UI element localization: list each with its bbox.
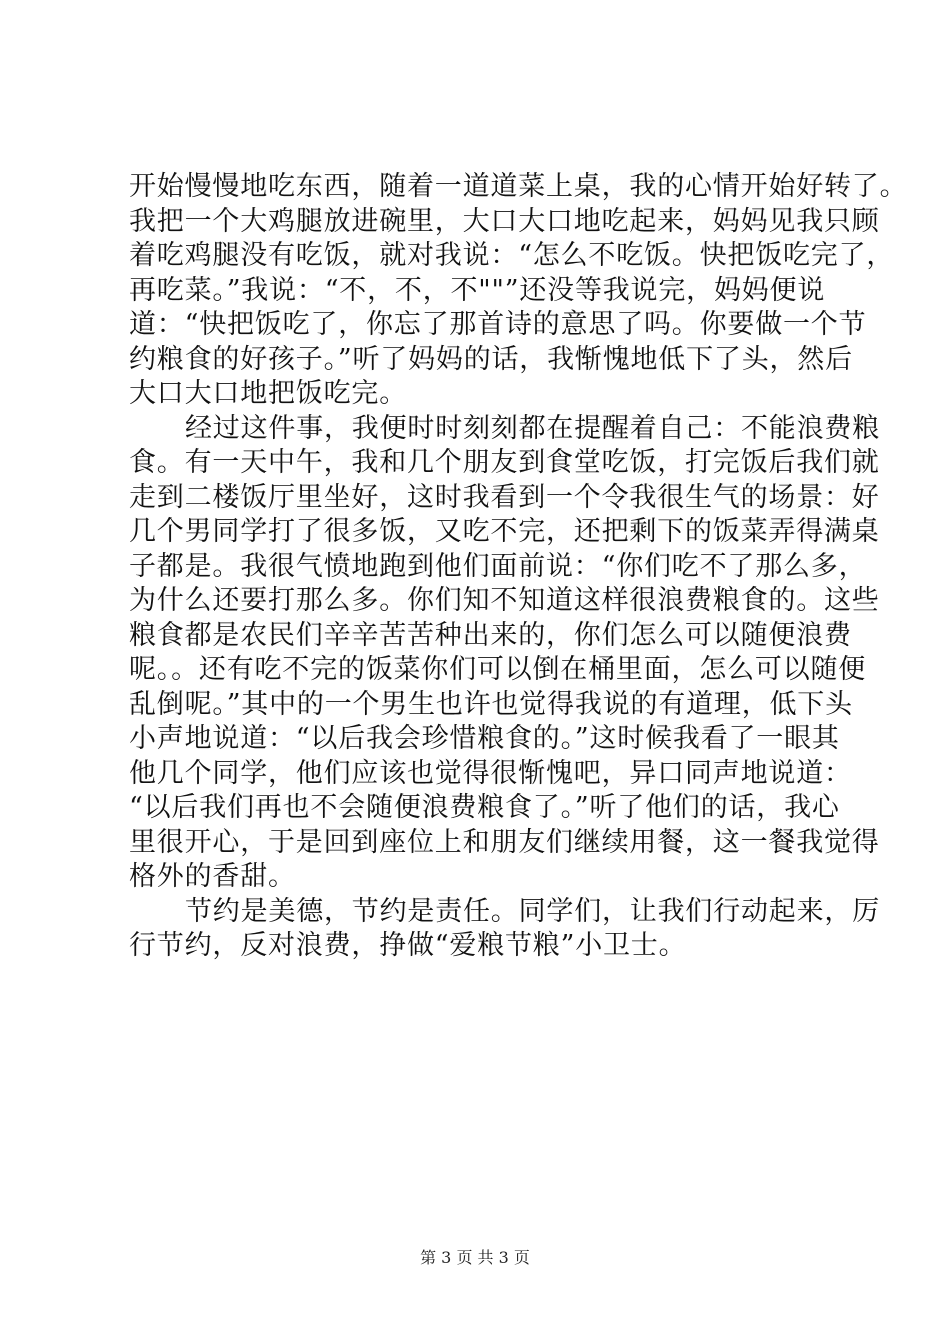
paragraph (129, 895, 880, 964)
text-line: 经过这件事，我便时时刻刻都在提醒着自己：不能浪费粮 (185, 412, 880, 444)
text-line: 子都是。我很气愤地跑到他们面前说：“你们吃不了那么多， (129, 550, 867, 582)
text-line: 走到二楼饭厅里坐好，这时我看到一个令我很生气的场景：好 (129, 481, 880, 513)
text-line: 乱倒呢。”其中的一个男生也许也觉得我说的有道理，低下头 (129, 688, 853, 720)
text-line: 呢。。还有吃不完的饭菜你们可以倒在桶里面，怎么可以随便 (129, 654, 867, 685)
text-line: 着吃鸡腿没有吃饭，就对我说：“怎么不吃饭。快把饭吃完了， (129, 240, 895, 271)
text-line: “以后我们再也不会随便浪费粮食了。”听了他们的话，我心 (129, 792, 840, 823)
text-line: 粮食都是农民们辛辛苦苦种出来的，你们怎么可以随便浪费 (129, 619, 852, 651)
text-line: 大口大口地把饭吃完。 (129, 378, 407, 409)
text-line: 小声地说道：“以后我会珍惜粮食的。”这时候我看了一眼其 (129, 723, 840, 754)
page-number-footer: 第 3 页 共 3 页 (420, 1248, 530, 1267)
text-line: 行节约，反对浪费，挣做“爱粮节粮”小卫士。 (129, 930, 687, 961)
paragraph (129, 170, 908, 412)
text-line: 食。有一天中午，我和几个朋友到食堂吃饭，打完饭后我们就 (129, 447, 880, 478)
document-body (129, 170, 908, 964)
paragraph (129, 412, 880, 895)
text-line: 我把一个大鸡腿放进碗里，大口大口地吃起来，妈妈见我只顾 (129, 205, 880, 237)
text-line: 约粮食的好孩子。”听了妈妈的话，我惭愧地低下了头，然后 (129, 343, 853, 375)
text-line: 他几个同学，他们应该也觉得很惭愧吧，异口同声地说道： (129, 757, 852, 789)
text-line: 里很开心，于是回到座位上和朋友们继续用餐，这一餐我觉得 (129, 826, 880, 858)
text-line: 几个男同学打了很多饭，又吃不完，还把剩下的饭菜弄得满桌 (129, 516, 880, 547)
text-line: 节约是美德，节约是责任。同学们，让我们行动起来，厉 (185, 895, 880, 927)
text-line: 为什么还要打那么多。你们知不知道这样很浪费粮食的。这些 (129, 585, 880, 616)
text-line: 道：“快把饭吃了，你忘了那首诗的意思了吗。你要做一个节 (129, 309, 867, 340)
text-line: 开始慢慢地吃东西，随着一道道菜上桌，我的心情开始好转了。 (129, 171, 908, 202)
text-line: 再吃菜。”我说：“不，不，不""”还没等我说完，妈妈便说 (129, 274, 826, 306)
text-line: 格外的香甜。 (129, 861, 296, 892)
